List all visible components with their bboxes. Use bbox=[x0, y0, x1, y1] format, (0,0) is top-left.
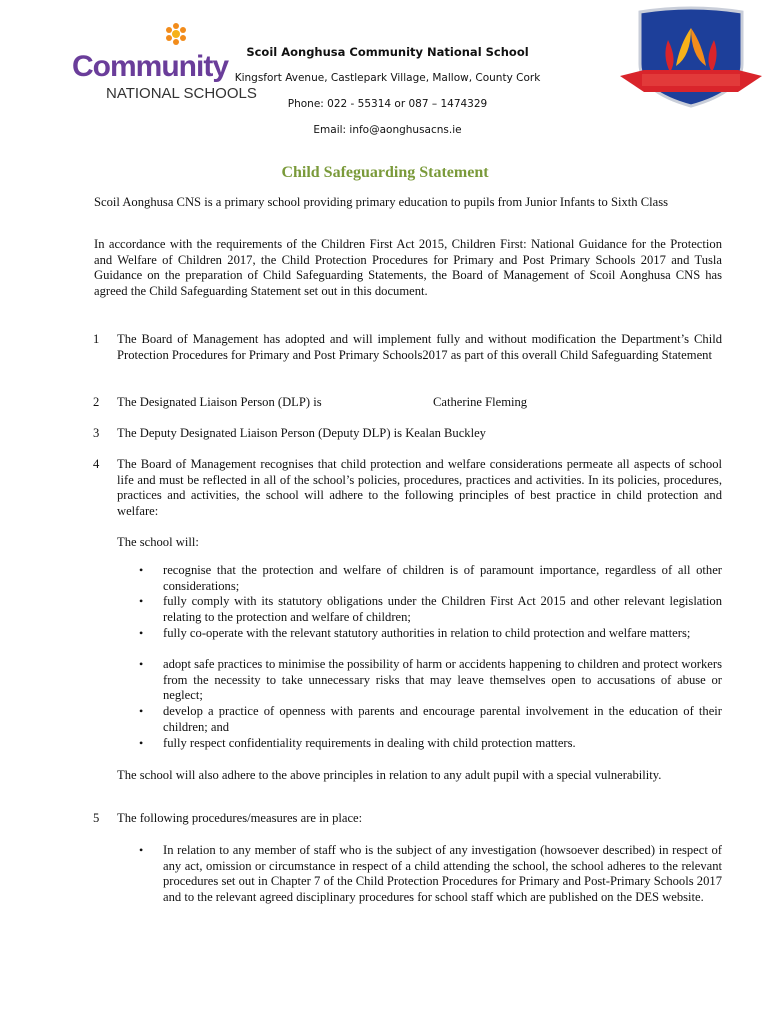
school-address: Kingsfort Avenue, Castlepark Village, Mallow, County Cork bbox=[234, 72, 541, 84]
item-number-5: 5 bbox=[93, 811, 100, 825]
intro-paragraph-2: In accordance with the requirements of the Children First Act 2015, Children First: National Guidance for the Protection and Welfare of Children 2017, the Child Protection Procedures for Primary and Post Primary Schools 2017 and Tusla Guidance on the preparation of Child Safeguarding Statements, the Board of Management of Scoil Aonghusa CNS has agreed the Child Safeguarding Statement set out in this document. bbox=[94, 237, 722, 298]
bullet-item: fully co-operate with the relevant statutory authorities in relation to child protection and welfare matters; bbox=[163, 626, 691, 640]
bullet-item: In relation to any member of staff who is the subject of any investigation (howsoever described) in respect of any act, omission or circumstance in respect of a child attending the school, the school adheres to the relevant procedures set out in Chapter 7 of the Child Protection Procedures for Primary and Post-Primary Schools 2017 and to the relevant agreed disciplinary procedures for school staff which are published on the DES website. bbox=[163, 843, 722, 904]
flower-icon bbox=[166, 23, 186, 45]
item-text-3: The Deputy Designated Liaison Person (Deputy DLP) is Kealan Buckley bbox=[117, 426, 486, 440]
logo-word-community: Community bbox=[72, 50, 228, 83]
item-number-3: 3 bbox=[93, 426, 100, 440]
item-text-5: The following procedures/measures are in place: bbox=[117, 811, 363, 825]
bullet-icon: • bbox=[139, 704, 144, 718]
item-text-2 bbox=[117, 395, 722, 411]
school-email: Email: info@aonghusacns.ie bbox=[313, 124, 462, 136]
bullet-icon: • bbox=[139, 594, 144, 608]
item-number-4: 4 bbox=[93, 457, 100, 471]
school-will-lead: The school will: bbox=[117, 535, 199, 549]
bullet-icon: • bbox=[139, 843, 144, 857]
item-number-1: 1 bbox=[93, 332, 100, 346]
bullet-item: develop a practice of openness with parents and encourage parental involvement in the education of their children; and bbox=[163, 704, 722, 734]
school-phone: Phone: 022 - 55314 or 087 – 1474329 bbox=[287, 98, 488, 110]
bullet-icon: • bbox=[139, 626, 144, 640]
dlp-name: Catherine Fleming bbox=[433, 395, 528, 409]
intro-paragraph-1: Scoil Aonghusa CNS is a primary school providing primary education to pupils from Junior Infants to Sixth Class bbox=[94, 195, 669, 209]
school-name: Scoil Aonghusa Community National School bbox=[246, 45, 529, 59]
school-crest-icon bbox=[618, 6, 764, 110]
bullet-icon: • bbox=[139, 657, 144, 671]
bullet-item: fully comply with its statutory obligations under the Children First Act 2015 and other relevant legislation relating to the protection and welfare of children; bbox=[163, 594, 722, 624]
item-text-1: The Board of Management has adopted and will implement fully and without modification the Department’s Child Protection Procedures for Primary and Post Primary Schools2017 as part of this overall Child Safeguarding Statement bbox=[117, 332, 722, 362]
bullet-icon: • bbox=[139, 736, 144, 750]
document-title: Child Safeguarding Statement bbox=[281, 164, 489, 181]
item-text-4: The Board of Management recognises that child protection and welfare considerations permeate all aspects of school life and must be reflected in all of the school’s policies, procedures, practices and activities. In its policies, procedures, practices and activities, the school will adhere to the following principles of best practice in child protection and welfare: bbox=[117, 457, 722, 518]
community-national-schools-logo bbox=[72, 18, 257, 118]
logo-word-national-schools: NATIONAL SCHOOLS bbox=[106, 85, 257, 102]
adult-pupil-paragraph: The school will also adhere to the above principles in relation to any adult pupil with a special vulnerability. bbox=[117, 768, 662, 782]
bullet-item: recognise that the protection and welfare of children is of paramount importance, regardless of all other considerations; bbox=[163, 563, 722, 593]
item-number-2: 2 bbox=[93, 395, 100, 409]
bullet-item: adopt safe practices to minimise the possibility of harm or accidents happening to children and protect workers from the necessity to take unnecessary risks that may leave themselves open to accusations of abuse or neglect; bbox=[163, 657, 722, 703]
dlp-label: The Designated Liaison Person (DLP) is bbox=[117, 395, 322, 409]
bullet-icon: • bbox=[139, 563, 144, 577]
bullet-item: fully respect confidentiality requirements in dealing with child protection matters. bbox=[163, 736, 576, 750]
